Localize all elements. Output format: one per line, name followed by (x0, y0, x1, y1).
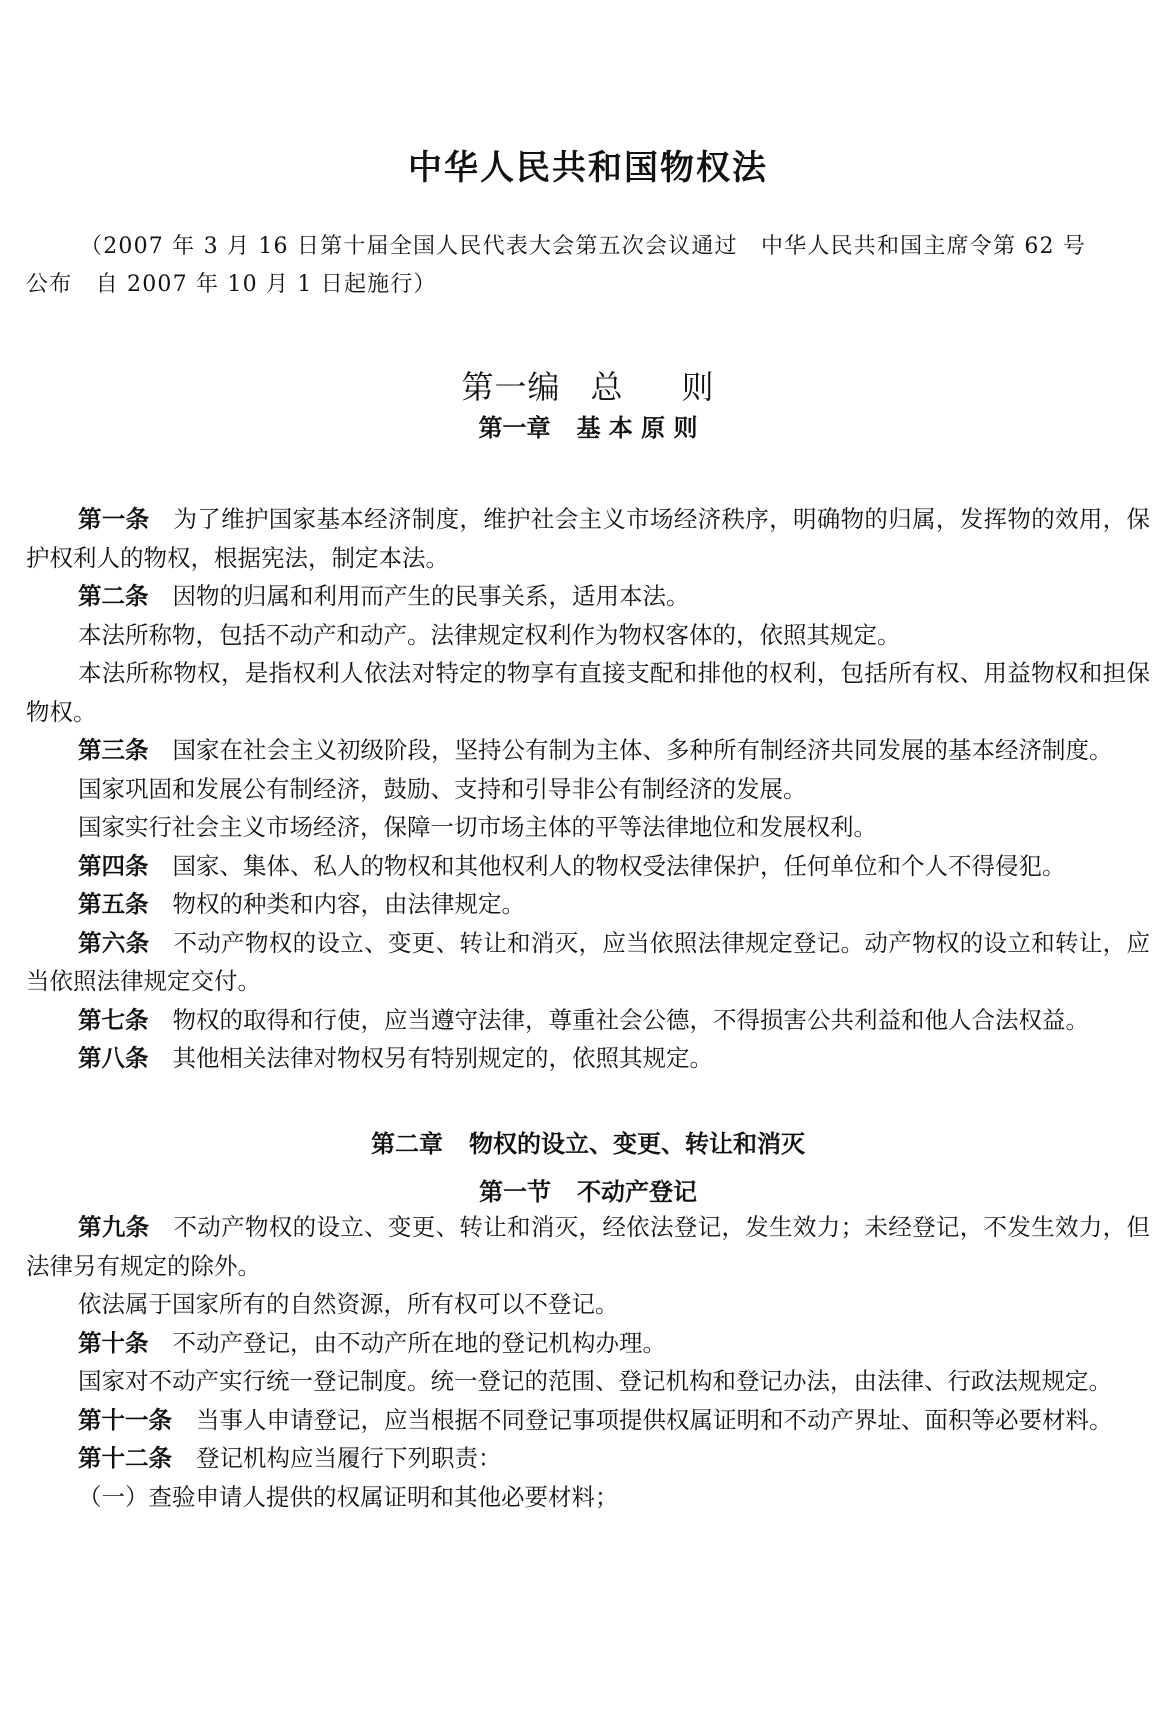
paragraph (26, 1362, 1150, 1401)
enactment-note-line-1: （2007 年 3 月 16 日第十届全国人民代表大会第五次会议通过 中华人民共和国主席令第 62 号 (80, 234, 1087, 259)
paragraph (26, 731, 1150, 770)
chapter-name: 物权的设立、变更、转让和消灭 (469, 1129, 805, 1158)
article-number: 第七条 (78, 1005, 149, 1034)
chapter-name: 基 本 原 则 (576, 413, 698, 442)
part-name-2: 则 (681, 368, 715, 406)
part-title (0, 362, 1176, 408)
paragraph-text: 物权的取得和行使，应当遵守法律，尊重社会公德，不得损害公共利益和他人合法权益。 (172, 1005, 1089, 1034)
paragraph-text: 本法所称物，包括不动产和动产。法律规定权利作为物权客体的，依照其规定。 (78, 620, 901, 649)
paragraph-text: 国家实行社会主义市场经济，保障一切市场主体的平等法律地位和发展权利。 (78, 813, 877, 841)
article-number: 第十条 (78, 1328, 149, 1357)
section-heading (0, 1172, 1176, 1207)
paragraph-text: 其他相关法律对物权另有特别规定的，依照其规定。 (172, 1044, 713, 1072)
paragraph-text: 登记机构应当履行下列职责： (196, 1444, 502, 1472)
paragraph-text: 因物的归属和利用而产生的民事关系，适用本法。 (172, 582, 690, 610)
article-number: 第二条 (78, 582, 149, 610)
paragraph (26, 1285, 1150, 1324)
chapter-heading (0, 1124, 1176, 1159)
paragraph-text: 国家在社会主义初级阶段，坚持公有制为主体、多种所有制经济共同发展的基本经济制度。 (172, 736, 1113, 764)
part-number: 第一编 (461, 368, 561, 406)
paragraph (26, 616, 1150, 655)
paragraph-text: 依法属于国家所有的自然资源，所有权可以不登记。 (78, 1290, 619, 1318)
paragraph (26, 808, 1150, 847)
paragraph (26, 1401, 1150, 1440)
paragraph-text: 物权的种类和内容，由法律规定。 (172, 890, 525, 918)
paragraph (26, 1478, 1150, 1517)
article-number: 第四条 (78, 851, 149, 880)
section-number: 第一节 (479, 1177, 551, 1206)
section-name: 不动产登记 (577, 1177, 697, 1206)
article-number: 第十一条 (78, 1405, 172, 1434)
paragraph-text: 国家对不动产实行统一登记制度。统一登记的范围、登记机构和登记办法，由法律、行政法规规定。 (78, 1367, 1112, 1395)
paragraph (26, 1439, 1150, 1478)
paragraph-text: 国家巩固和发展公有制经济，鼓励、支持和引导非公有制经济的发展。 (78, 774, 807, 803)
paragraph (26, 770, 1150, 809)
paragraph-text: 不动产物权的设立、变更、转让和消灭，应当依照法律规定登记。动产物权的设立和转让，应当依照法律规定交付。 (26, 928, 1151, 995)
document-title: 中华人民共和国物权法 (408, 148, 768, 188)
paragraph-text: 当事人申请登记，应当根据不同登记事项提供权属证明和不动产界址、面积等必要材料。 (196, 1405, 1113, 1434)
paragraph (26, 924, 1150, 1001)
section-1-body (26, 1208, 1150, 1516)
paragraph (26, 1324, 1150, 1363)
article-number: 第一条 (78, 505, 150, 533)
paragraph (26, 885, 1150, 924)
paragraph-text: 本法所称物权，是指权利人依法对特定的物享有直接支配和排他的权利，包括所有权、用益物权和担保物权。 (26, 659, 1150, 726)
paragraph (26, 1208, 1150, 1285)
article-number: 第十二条 (78, 1444, 172, 1472)
paragraph (26, 577, 1150, 616)
paragraph (26, 847, 1150, 886)
article-number: 第五条 (78, 890, 149, 918)
paragraph-text: 为了维护国家基本经济制度，维护社会主义市场经济秩序，明确物的归属，发挥物的效用，保护权利人的物权，根据宪法，制定本法。 (26, 505, 1151, 572)
paragraph (26, 654, 1150, 731)
article-number: 第九条 (78, 1213, 150, 1241)
paragraph-text: 国家、集体、私人的物权和其他权利人的物权受法律保护，任何单位和个人不得侵犯。 (172, 851, 1066, 880)
article-number: 第六条 (78, 928, 150, 957)
paragraph (26, 500, 1150, 577)
paragraph-text: 不动产物权的设立、变更、转让和消灭，经依法登记，发生效力；未经登记，不发生效力，但法律另有规定的除外。 (26, 1213, 1151, 1280)
chapter-number: 第一章 (478, 413, 551, 442)
part-name-1: 总 (590, 368, 624, 406)
enactment-note (26, 228, 1150, 304)
chapter-number: 第二章 (371, 1129, 443, 1158)
paragraph (26, 1039, 1150, 1078)
article-number: 第八条 (78, 1044, 149, 1072)
enactment-note-line-2: 公布 自 2007 年 10 月 1 日起施行） (26, 272, 437, 297)
paragraph-text: （一）查验申请人提供的权属证明和其他必要材料； (78, 1482, 619, 1511)
paragraph (26, 1001, 1150, 1040)
chapter-1-body (26, 500, 1150, 1078)
paragraph-text: 不动产登记，由不动产所在地的登记机构办理。 (172, 1328, 666, 1357)
article-number: 第三条 (78, 736, 149, 764)
chapter-heading (0, 408, 1176, 443)
